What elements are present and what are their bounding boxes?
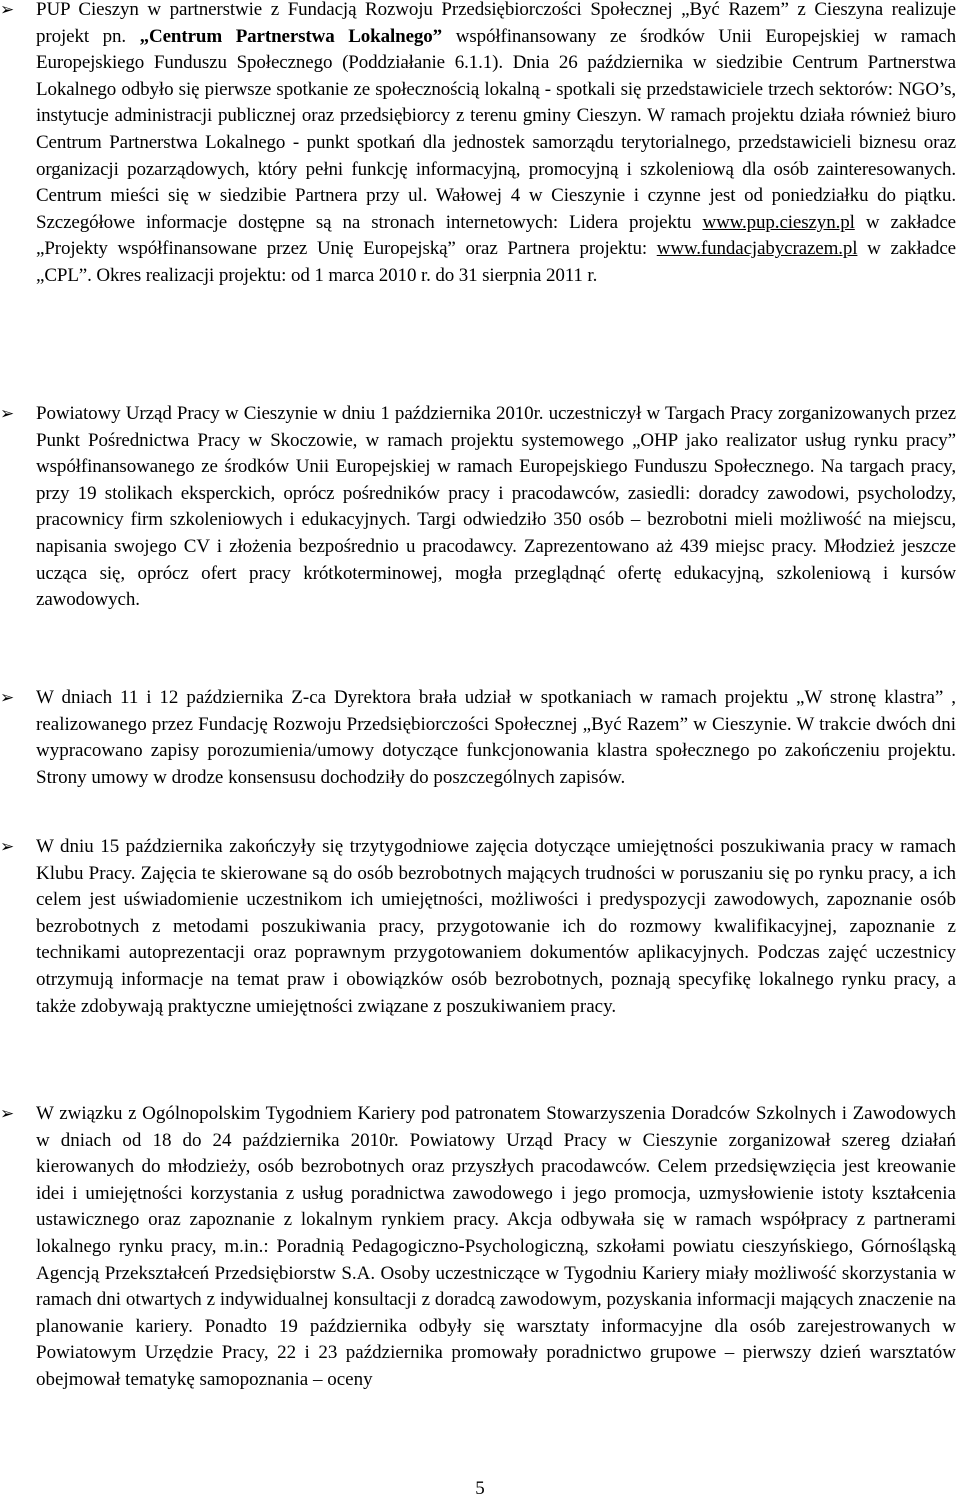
paragraph-klub-pracy: W dniu 15 października zakończyły się trzytygodniowe zajęcia dotyczące umiejętności poszukiwania pracy w ramach Klubu Pracy. Zajęcia te skierowane są do osób bezrobotnych mających trudności w poruszaniu się po rynku pracy, a ich celem jest uświadomienie uczestnikom ich umiejętności, możliwości i predyspozycji zawodowych, zapoznanie osób bezrobotnych z metodami poszukiwania pracy, przygotowanie ich do rozmowy kwalifikacyjnej, zapoznanie z technikami autoprezentacji oraz poprawnym przygotowaniem dokumentów aplikacyjnych. Podczas zajęć uczestnicy otrzymują informacje na temat praw i obowiązków osób bezrobotnych, poznają specyfikę lokalnego rynku pracy, a także zdobywają praktyczne umiejętności związane z poszukiwaniem pracy. [36,836,956,1017]
list-item [0,834,960,1020]
list-item [0,1101,960,1394]
arrow-bullet-icon: ➢ [0,404,15,424]
arrow-bullet-icon: ➢ [0,688,15,708]
arrow-bullet-icon: ➢ [0,1104,15,1124]
paragraph-centrum-partnerstwa: PUP Cieszyn w partnerstwie z Fundacją Rozwoju Przedsiębiorczości Społecznej „Być Razem” z Cieszyna realizuje projekt pn. „Centrum Partnerstwa Lokalnego” współfinansowany ze środków Unii Europejskiej w ramach Europejskiego Funduszu Społecznego (Poddziałanie 6.1.1). Dnia 26 października w siedzibie Centrum Partnerstwa Lokalnego odbyło się pierwsze spotkanie ze społecznością lokalną - spotkali się przedstawiciele trzech sektorów: NGO’s, instytucje administracji publicznej oraz przedsiębiorcy z terenu gminy Cieszyn. W ramach projektu działa również biuro Centrum Partnerstwa Lokalnego - punkt spotkań dla jednostek samorządu terytorialnego, przedstawicieli biznesu oraz organizacji pozarządowych, który pełni funkcję informacyjną, promocyjną i szkoleniową dla osób zainteresowanych. Centrum mieści się w siedzibie Partnera przy ul. Wałowej 4 w Cieszynie i czynne jest od poniedziałku do piątku. Szczegółowe informacje dostępne są na stronach internetowych: Lidera projektu www.pup.cieszyn.pl w zakładce „Projekty współfinansowane przez Unię Europejską” oraz Partnera projektu: www.fundacjabycrazem.pl w zakładce „CPL”. Okres realizacji projektu: od 1 marca 2010 r. do 31 sierpnia 2011 r. [36,0,956,286]
paragraph-targi-pracy: Powiatowy Urząd Pracy w Cieszynie w dniu 1 października 2010r. uczestniczył w Targach Pracy zorganizowanych przez Punkt Pośrednictwa Pracy w Skoczowie, w ramach projektu systemowego „OHP jako realizator usług rynku pracy” współfinansowanego ze środków Unii Europejskiej w ramach Europejskiego Funduszu Społecznego. Na targach pracy, przy 19 stolikach eksperckich, oprócz pośredników pracy i pracodawców, zasiedli: doradcy zawodowi, psycholodzy, pracownicy firm szkoleniowych i edukacyjnych. Targi odwiedziło 350 osób – bezrobotni mieli możliwość na miejscu, napisania swojego CV i złożenia bezpośrednio u pracodawcy. Zaprezentowano aż 439 miejsc pracy. Młodzież jeszcze ucząca się, oprócz ofert pracy krótkoterminowej, mogła przeglądnąć ofertę edukacyjną, szkoleniową i kursów zawodowych. [36,403,956,611]
arrow-bullet-icon: ➢ [0,837,15,857]
list-item [0,0,960,290]
link-pup-cieszyn[interactable]: www.pup.cieszyn.pl [702,211,855,233]
paragraph-tydzien-kariery: W związku z Ogólnopolskim Tygodniem Kariery pod patronatem Stowarzyszenia Doradców Szkolnych i Zawodowych w dniach od 18 do 24 października 2010r. Powiatowy Urząd Pracy w Cieszynie zorganizował szereg działań kierowanych do młodzieży, osób bezrobotnych oraz przyszłych pracodawców. Celem przedsięwzięcia jest kreowanie idei i umiejętności korzystania z usług poradnictwa zawodowego i jego promocja, uzmysłowienie istoty kształcenia ustawicznego oraz zapoznanie z lokalnym rynkiem pracy. Akcja odbywała się w ramach współpracy z partnerami lokalnego rynku pracy, m.in.: Poradnią Pedagogiczno-Psychologiczną, szkołami powiatu cieszyńskiego, Górnośląską Agencją Przekształceń Przedsiębiorstw S.A. Osoby uczestniczące w Tygodniu Kariery miały możliwość skorzystania w ramach dni otwartych z indywidualnej konsultacji z doradcą zawodowym, pozyskania informacji mających znaczenie na planowanie kariery. Ponadto 19 października odbyły się warsztaty informacyjne dla osób zarejestrowanych w Powiatowym Urzędzie Pracy, 22 i 23 października promowały poradnictwo grupowe – pierwszy dzień warsztatów obejmował tematykę samopoznania – oceny [36,1103,956,1390]
paragraph-klaster: W dniach 11 i 12 października Z-ca Dyrektora brała udział w spotkaniach w ramach projektu „W stronę klastra” , realizowanego przez Fundację Rozwoju Przedsiębiorczości Społecznej „Być Razem” w Cieszynie. W trakcie dwóch dni wypracowano zapisy porozumienia/umowy dotyczące funkcjonowania klastra społecznego po zakończeniu projektu. Strony umowy w drodze konsensusu dochodziły do poszczególnych zapisów. [36,687,956,788]
arrow-bullet-icon: ➢ [0,0,15,20]
link-fundacja[interactable]: www.fundacjabycrazem.pl [656,238,858,260]
list-item [0,401,960,614]
list-item [0,685,960,791]
page-number: 5 [475,1478,485,1499]
project-name: „Centrum Partnerstwa Lokalnego” [139,25,443,47]
